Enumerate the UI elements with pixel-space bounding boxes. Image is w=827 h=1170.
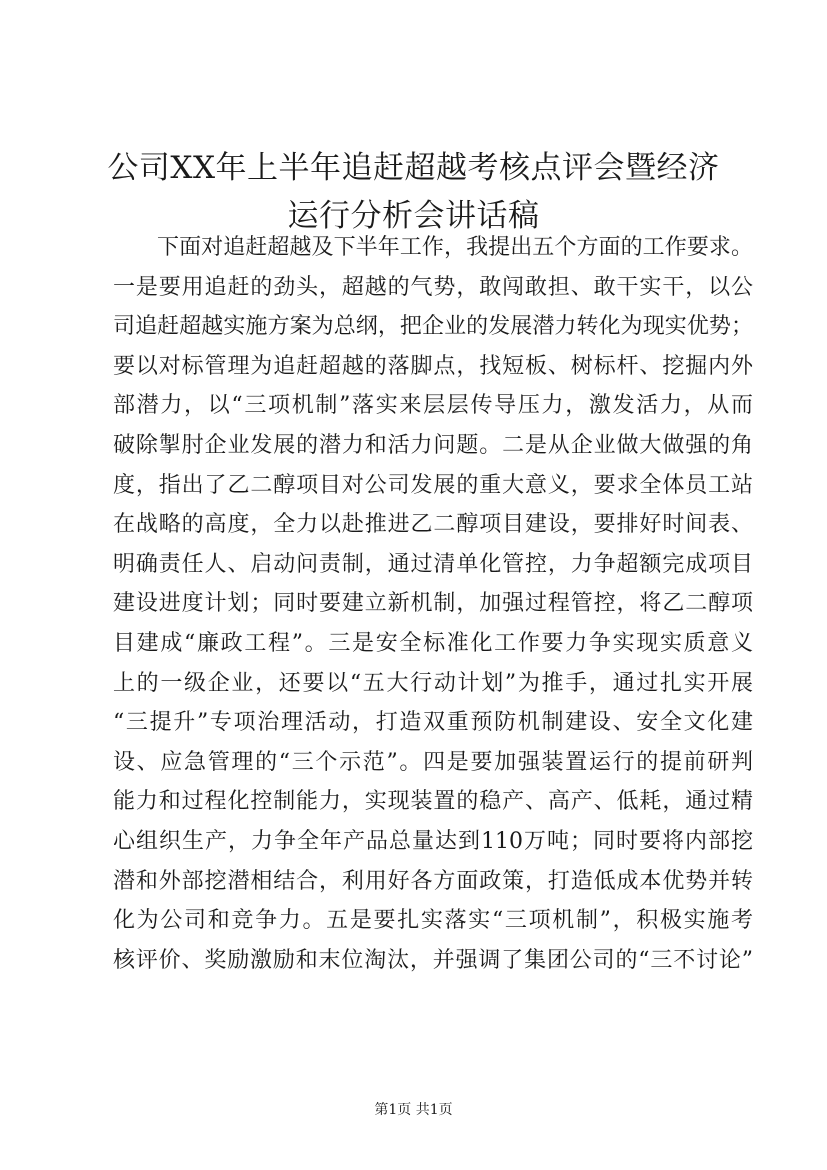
body-line: 部潜力，以“三项机制”落实来层层传导压力，激发活力，从而 (113, 393, 753, 419)
document-title-line-1: 公司XX年上半年追赶超越考核点评会暨经济 (107, 150, 720, 186)
body-line: 破除掣肘企业发展的潜力和活力问题。二是从企业做大做强的角 (113, 432, 753, 458)
body-line: 一是要用追赶的劲头，超越的气势，敢闯敢担、敢干实干，以公 (113, 274, 753, 300)
body-line: 建设进度计划；同时要建立新机制，加强过程管控，将乙二醇项 (113, 591, 753, 617)
document-body (113, 228, 753, 980)
body-line: “三提升”专项治理活动，打造双重预防机制建设、安全文化建 (113, 710, 753, 736)
body-line: 度，指出了乙二醇项目对公司发展的重大意义，要求全体员工站 (113, 472, 753, 498)
page-footer: 第1页 共1页 (374, 1102, 453, 1118)
body-line: 化为公司和竞争力。五是要扎实落实“三项机制”，积极实施考 (113, 908, 753, 934)
body-line: 在战略的高度，全力以赴推进乙二醇项目建设，要排好时间表、 (113, 512, 753, 538)
body-line: 目建成“廉政工程”。三是安全标准化工作要力争实现实质意义 (113, 630, 753, 656)
document-title-line-2: 运行分析会讲话稿 (287, 198, 540, 234)
body-line: 能力和过程化控制能力，实现装置的稳产、高产、低耗，通过精 (113, 789, 753, 815)
body-line: 核评价、奖励激励和末位淘汰，并强调了集团公司的“三不讨论” (113, 947, 753, 973)
body-line: 明确责任人、启动问责制，通过清单化管控，力争超额完成项目 (113, 551, 753, 577)
body-line: 心组织生产，力争全年产品总量达到110万吨；同时要将内部挖 (113, 828, 753, 854)
body-line: 要以对标管理为追赶超越的落脚点，找短板、树标杆、挖掘内外 (113, 353, 753, 379)
body-line: 设、应急管理的“三个示范”。四是要加强装置运行的提前研判 (113, 749, 753, 775)
body-line: 上的一级企业，还要以“五大行动计划”为推手，通过扎实开展 (113, 670, 753, 696)
body-line: 下面对追赶超越及下半年工作，我提出五个方面的工作要求。 (157, 235, 753, 260)
body-line: 司追赶超越实施方案为总纲，把企业的发展潜力转化为现实优势； (113, 314, 753, 340)
body-line: 潜和外部挖潜相结合，利用好各方面政策，打造低成本优势并转 (113, 868, 753, 894)
